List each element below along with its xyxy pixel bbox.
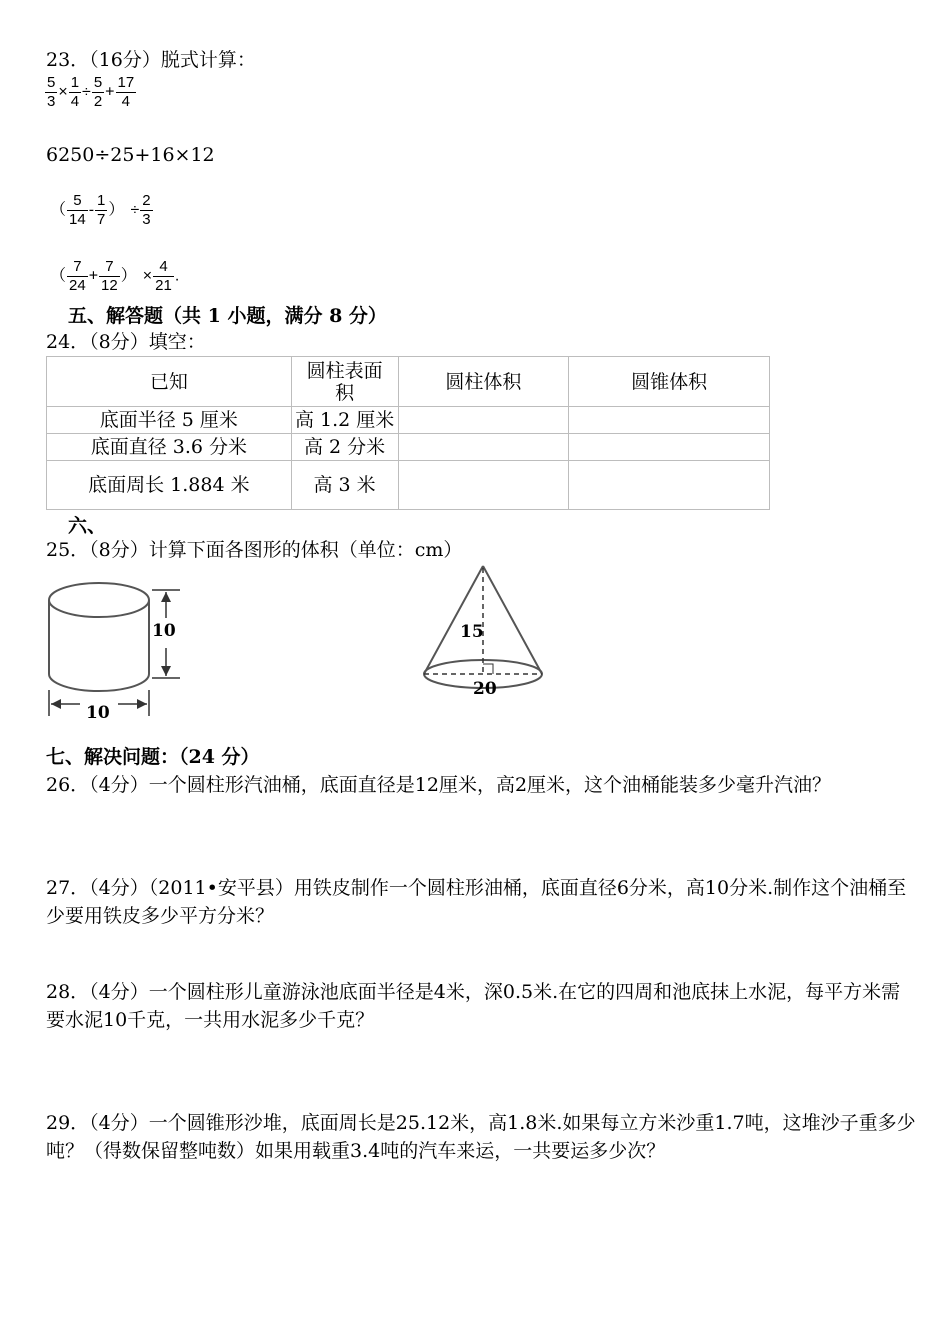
table-cell: 高 3 米 — [291, 461, 398, 510]
header-known: 已知 — [47, 357, 292, 407]
fraction: $\frac{5}{2}$ — [93, 74, 103, 110]
header-cylinder-surface-area: 圆柱表面积 — [291, 357, 398, 407]
section-6-heading: 六、 — [68, 515, 107, 537]
q23-expression-3: （ $\frac{5}{14}$ - $\frac{1}{7}$ ） ÷ $\frac{2}{3}$ — [50, 192, 151, 228]
q25-title: 25．（8分）计算下面各图形的体积（单位：cm） — [46, 539, 463, 561]
fraction: $\frac{5}{3}$ — [47, 74, 56, 110]
q24-table — [46, 356, 770, 510]
fraction: $\frac{1}{4}$ — [70, 74, 80, 110]
fraction: $\frac{17}{4}$ — [117, 74, 135, 110]
answer-cell[interactable] — [398, 461, 569, 510]
fraction: $\frac{1}{7}$ — [97, 192, 106, 228]
cone-height-label: 15 — [460, 622, 484, 642]
q24-title: 24．（8分）填空： — [46, 331, 206, 353]
header-cone-volume: 圆锥体积 — [569, 357, 770, 407]
q23-expression-1: $\frac{5}{3}$ × $\frac{1}{4}$ ÷ $\frac{5}{2}$ + $\frac{17}{4}$ — [47, 74, 135, 110]
cylinder-figure — [40, 578, 190, 723]
section-5-heading: 五、解答题（共 1 小题，满分 8 分） — [68, 305, 387, 327]
answer-cell[interactable] — [569, 461, 770, 510]
table-cell: 底面周长 1.884 米 — [47, 461, 292, 510]
cylinder-diameter-label: 10 — [86, 703, 110, 723]
q23-title: 23．（16分）脱式计算： — [46, 49, 256, 71]
fraction: $\frac{7}{12}$ — [101, 258, 118, 294]
table-row — [47, 434, 770, 461]
table-cell: 高 1.2 厘米 — [291, 407, 398, 434]
section-7-heading: 七、解决问题：（24 分） — [46, 746, 260, 768]
fraction: $\frac{5}{14}$ — [69, 192, 86, 228]
cone-diameter-label: 20 — [473, 679, 497, 699]
table-cell: 底面半径 5 厘米 — [47, 407, 292, 434]
answer-cell[interactable] — [569, 434, 770, 461]
answer-cell[interactable] — [398, 407, 569, 434]
q28-text: 28．（4分）一个圆柱形儿童游泳池底面半径是4米，深0.5米.在它的四周和池底抹上水泥，每平方米需要水泥10千克，一共用水泥多少千克？ — [46, 981, 901, 1031]
table-cell: 底面直径 3.6 分米 — [47, 434, 292, 461]
fraction: $\frac{7}{24}$ — [69, 258, 86, 294]
table-header-row — [47, 357, 770, 407]
q23-expression-2: 6250÷25+16×12 — [46, 144, 215, 166]
q23-expression-4: （ $\frac{7}{24}$ + $\frac{7}{12}$ ） × $\frac{4}{21}$ . — [50, 258, 180, 294]
answer-cell[interactable] — [398, 434, 569, 461]
table-row — [47, 461, 770, 510]
q26-text: 26．（4分）一个圆柱形汽油桶，底面直径是12厘米，高2厘米，这个油桶能装多少毫升汽油？ — [46, 774, 832, 796]
table-cell: 高 2 分米 — [291, 434, 398, 461]
header-cylinder-volume: 圆柱体积 — [398, 357, 569, 407]
q27-text: 27．（4分）（2011•安平县）用铁皮制作一个圆柱形油桶，底面直径6分米，高10分米.制作这个油桶至少要用铁皮多少平方分米？ — [46, 877, 907, 927]
answer-cell[interactable] — [569, 407, 770, 434]
table-row — [47, 407, 770, 434]
q29-text: 29．（4分）一个圆锥形沙堆，底面周长是25.12米，高1.8米.如果每立方米沙重1.7吨，这堆沙子重多少吨？（得数保留整吨数）如果用载重3.4吨的汽车来运，一共要运多少次？ — [46, 1112, 916, 1162]
fraction: $\frac{2}{3}$ — [142, 192, 151, 228]
cylinder-height-label: 10 — [152, 621, 176, 641]
fraction: $\frac{4}{21}$ — [155, 258, 172, 294]
